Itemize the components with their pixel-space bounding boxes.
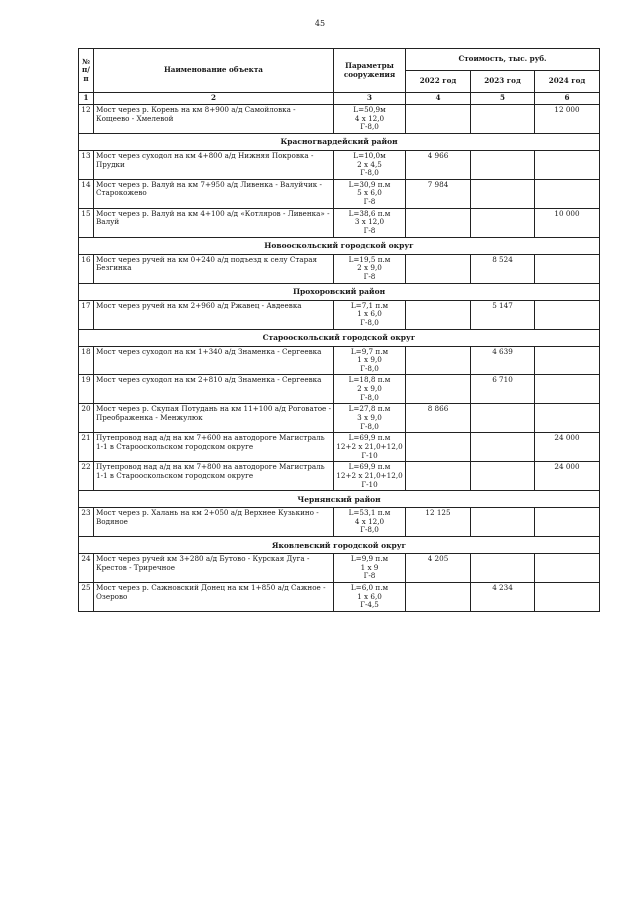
structure-params	[334, 462, 406, 491]
param-line: 3 х 9,0	[357, 413, 382, 423]
param-line: 2 х 4,5	[357, 159, 382, 169]
cost-2024	[535, 582, 600, 611]
row-number: 20	[79, 404, 94, 433]
structure-params	[334, 508, 406, 537]
object-name: Мост через р. Скупая Потудань на км 11+100 а/д Роговатое - Преображенка - Менжулюк	[94, 404, 334, 433]
header-year-2023: 2023 год	[471, 71, 535, 93]
table-row	[79, 554, 600, 583]
table-row	[79, 433, 600, 462]
cost-2023	[471, 208, 535, 237]
table-row	[79, 508, 600, 537]
cost-2023: 8 524	[471, 254, 535, 283]
table-row	[79, 346, 600, 375]
section-title: Красногвардейский район	[79, 133, 600, 150]
cost-2024	[535, 554, 600, 583]
param-line: L=38,6 п.м	[348, 208, 391, 218]
object-name: Мост через р. Халань на км 2+050 а/д Верхнее Кузькино - Водяное	[94, 508, 334, 537]
cost-2023	[471, 179, 535, 208]
structure-params	[334, 208, 406, 237]
param-line: 3 х 12,0	[354, 217, 385, 227]
param-line: L=53,1 п.м	[348, 508, 391, 518]
col-number: 1	[79, 93, 94, 105]
col-number: 5	[471, 93, 535, 105]
header-params: Параметры сооружения	[334, 49, 406, 93]
object-name: Мост через ручей на км 0+240 а/д подъезд к селу Старая Безгинка	[94, 254, 334, 283]
header-year-2022: 2022 год	[406, 71, 471, 93]
param-line: 4 х 12,0	[354, 516, 385, 526]
section-row	[79, 237, 600, 254]
cost-2024	[535, 300, 600, 329]
param-line: L=7,1 п.м	[350, 300, 389, 310]
param-line: 1 х 9,0	[357, 355, 382, 365]
param-line: L=9,9 п.м	[350, 554, 389, 564]
cost-2022	[406, 433, 471, 462]
bridges-cost-table	[78, 48, 600, 612]
object-name: Мост через суходол на км 1+340 а/д Знаменка - Сергеевка	[94, 346, 334, 375]
param-line: Г-8,0	[360, 421, 379, 431]
param-line: 2 х 9,0	[357, 384, 382, 394]
object-name: Мост через р. Валуй на км 7+950 а/д Ливенка - Валуйчик - Старокожево	[94, 179, 334, 208]
param-line: L=19,5 п.м	[348, 254, 391, 264]
cost-2024: 12 000	[535, 105, 600, 134]
header-num: № п/п	[79, 49, 94, 93]
cost-2022	[406, 462, 471, 491]
table-row	[79, 254, 600, 283]
object-name: Мост через суходол на км 2+810 а/д Знаменка - Сергеевка	[94, 375, 334, 404]
row-number: 19	[79, 375, 94, 404]
row-number: 21	[79, 433, 94, 462]
param-line: Г-8,0	[360, 122, 379, 132]
structure-params	[334, 582, 406, 611]
section-row	[79, 329, 600, 346]
cost-2024	[535, 404, 600, 433]
header-year-2024: 2024 год	[535, 71, 600, 93]
param-line: L=6,0 п.м	[350, 582, 389, 592]
section-title: Яковлевский городской округ	[79, 537, 600, 554]
cost-2022: 12 125	[406, 508, 471, 537]
param-line: L=9,7 п.м	[350, 346, 389, 356]
structure-params	[334, 404, 406, 433]
cost-2022: 8 866	[406, 404, 471, 433]
cost-2023	[471, 554, 535, 583]
cost-2022	[406, 208, 471, 237]
param-line: 4 х 12,0	[354, 113, 385, 123]
param-line: L=27,8 п.м	[348, 404, 391, 414]
param-line: Г-8,0	[360, 168, 379, 178]
section-row	[79, 133, 600, 150]
param-line: Г-8,0	[360, 317, 379, 327]
cost-2022	[406, 582, 471, 611]
param-line: Г-8,0	[360, 392, 379, 402]
param-line: L=50,9м	[353, 105, 386, 114]
param-line: Г-8,0	[360, 525, 379, 535]
table-row	[79, 208, 600, 237]
param-line: L=69,9 п.м	[348, 462, 391, 472]
cost-2023	[471, 462, 535, 491]
param-line: 1 х 6,0	[357, 309, 382, 319]
row-number: 24	[79, 554, 94, 583]
cost-2024	[535, 346, 600, 375]
cost-2024	[535, 375, 600, 404]
cost-2024	[535, 150, 600, 179]
object-name: Мост через ручей на км 2+960 а/д Ржавец - Авдеевка	[94, 300, 334, 329]
param-line: 12+2 х 21,0+12,0	[336, 470, 403, 480]
cost-2023	[471, 508, 535, 537]
cost-2023	[471, 404, 535, 433]
cost-2022: 4 966	[406, 150, 471, 179]
cost-2023	[471, 105, 535, 134]
section-title: Прохоровский район	[79, 283, 600, 300]
param-line: Г-8	[363, 226, 376, 236]
param-line: 1 х 9	[360, 562, 379, 572]
param-line: Г-8,0	[360, 363, 379, 373]
object-name: Мост через р. Сажновский Донец на км 1+850 а/д Сажное - Озерово	[94, 582, 334, 611]
col-number: 2	[94, 93, 334, 105]
cost-2023	[471, 150, 535, 179]
row-number: 17	[79, 300, 94, 329]
cost-2024	[535, 179, 600, 208]
table-row	[79, 105, 600, 134]
row-number: 25	[79, 582, 94, 611]
structure-params	[334, 105, 406, 134]
param-line: 2 х 9,0	[357, 263, 382, 273]
structure-params	[334, 150, 406, 179]
param-line: 12+2 х 21,0+12,0	[336, 441, 403, 451]
col-number: 4	[406, 93, 471, 105]
cost-2022	[406, 105, 471, 134]
section-title: Новооскольский городской округ	[79, 237, 600, 254]
section-row	[79, 283, 600, 300]
object-name: Мост через суходол на км 4+800 а/д Нижняя Покровка - Прудки	[94, 150, 334, 179]
table-row	[79, 150, 600, 179]
object-name: Мост через р. Валуй на км 4+100 а/д «Котляров - Ливенка» - Валуй	[94, 208, 334, 237]
row-number: 12	[79, 105, 94, 134]
param-line: 5 х 6,0	[357, 188, 382, 198]
cost-2022	[406, 300, 471, 329]
cost-2023: 4 234	[471, 582, 535, 611]
cost-2022	[406, 375, 471, 404]
page-number: 45	[314, 19, 326, 28]
section-title: Старооскольский городской округ	[79, 329, 600, 346]
row-number: 23	[79, 508, 94, 537]
structure-params	[334, 346, 406, 375]
structure-params	[334, 179, 406, 208]
header-name: Наименование объекта	[94, 49, 334, 93]
cost-2024: 24 000	[535, 433, 600, 462]
param-line: Г-8	[363, 571, 376, 581]
param-line: L=10,0м	[353, 150, 386, 160]
table-row	[79, 300, 600, 329]
row-number: 22	[79, 462, 94, 491]
cost-2022	[406, 346, 471, 375]
table-row	[79, 404, 600, 433]
param-line: Г-8	[363, 197, 376, 207]
param-line: Г-10	[361, 479, 378, 489]
object-name: Путепровод над а/д на км 7+600 на автодороге Магистраль 1-1 в Старооскольском городском округе	[94, 433, 334, 462]
col-number: 6	[535, 93, 600, 105]
object-name: Мост через р. Корень на км 8+900 а/д Самойловка - Кощеево - Хмелевой	[94, 105, 334, 134]
table-row	[79, 462, 600, 491]
cost-2022: 7 984	[406, 179, 471, 208]
row-number: 13	[79, 150, 94, 179]
param-line: Г-8	[363, 271, 376, 281]
cost-2023	[471, 433, 535, 462]
table-body	[79, 105, 600, 612]
cost-2023: 4 639	[471, 346, 535, 375]
structure-params	[334, 375, 406, 404]
row-number: 16	[79, 254, 94, 283]
cost-2024	[535, 508, 600, 537]
param-line: Г-10	[361, 450, 378, 460]
param-line: Г-4,5	[360, 600, 379, 610]
cost-2022	[406, 254, 471, 283]
structure-params	[334, 300, 406, 329]
structure-params	[334, 554, 406, 583]
cost-2023: 6 710	[471, 375, 535, 404]
object-name: Мост через ручей км 3+280 а/д Бутово - Курская Дуга - Крестов - Триречное	[94, 554, 334, 583]
object-name: Путепровод над а/д на км 7+800 на автодороге Магистраль 1-1 в Старооскольском городском округе	[94, 462, 334, 491]
header-cost: Стоимость, тыс. руб.	[406, 49, 600, 71]
cost-2023: 5 147	[471, 300, 535, 329]
row-number: 15	[79, 208, 94, 237]
table-row	[79, 375, 600, 404]
param-line: L=69,9 п.м	[348, 433, 391, 443]
section-row	[79, 537, 600, 554]
structure-params	[334, 254, 406, 283]
cost-2022: 4 205	[406, 554, 471, 583]
cost-2024: 24 000	[535, 462, 600, 491]
cost-2024	[535, 254, 600, 283]
section-row	[79, 491, 600, 508]
row-number: 18	[79, 346, 94, 375]
row-number: 14	[79, 179, 94, 208]
param-line: 1 х 6,0	[357, 591, 382, 601]
structure-params	[334, 433, 406, 462]
col-number: 3	[334, 93, 406, 105]
table-row	[79, 582, 600, 611]
section-title: Чернянский район	[79, 491, 600, 508]
param-line: L=18,8 п.м	[348, 375, 391, 385]
cost-2024: 10 000	[535, 208, 600, 237]
table-row	[79, 179, 600, 208]
param-line: L=30,9 п.м	[348, 179, 391, 189]
